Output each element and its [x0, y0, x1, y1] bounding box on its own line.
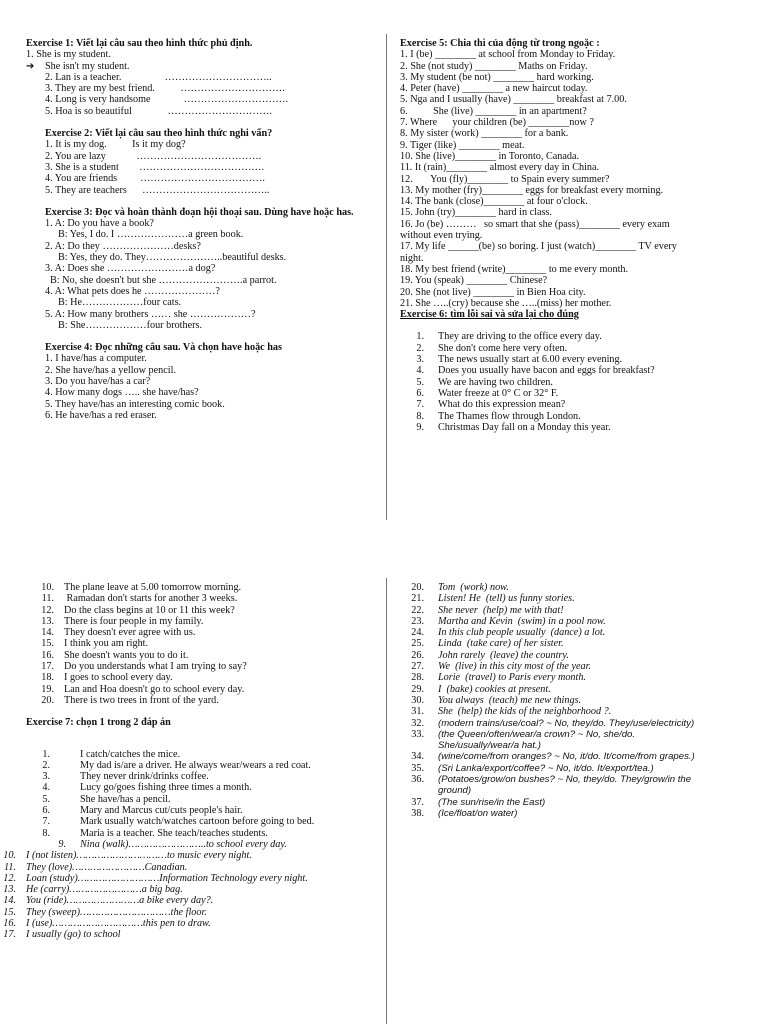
ex6-item: 20. There is two trees in front of the yard. — [41, 694, 219, 706]
ex5-line: night. — [400, 252, 424, 264]
column-divider — [386, 34, 387, 520]
ex8-item: 29. I (bake) cookies at present. — [411, 683, 551, 695]
ex5-line: without even trying. — [400, 230, 483, 242]
ex1-line: 4. Long is very handsome …………………………. — [45, 94, 289, 106]
ex8-item: 26. John rarely (leave) the country. — [411, 649, 569, 661]
ex5-line: 7. Where your children (be) ________now ? — [400, 117, 594, 129]
ex3-line: 4. A: What pets does he …………………? — [45, 285, 220, 297]
ex8-item: 36. (Potatoes/grow/on bushes? ~ No, they/do. They/grow/in the — [411, 774, 692, 786]
right-column-bottom — [400, 582, 745, 819]
ex8-item: 37. (The sun/rise/in the East) — [411, 796, 546, 808]
ex7-item: 3. They never drink/drinks coffee. — [42, 771, 209, 783]
column-divider — [386, 578, 387, 1024]
exercise-4-title: Exercise 4: Đọc những câu sau. Và chọn have hoặc has — [45, 342, 282, 354]
ex4-line: 6. He have/has a red eraser. — [45, 409, 157, 421]
ex6-item: 1. They are driving to the office every day. — [416, 331, 602, 343]
ex7-item: 2. My dad is/are a driver. He always wear/wears a red coat. — [42, 759, 311, 771]
ex6-item: 13. There is four people in my family. — [41, 615, 204, 627]
ex4-line: 2. She have/has a yellow pencil. — [45, 364, 176, 376]
ex8-item: 25. Linda (take care) of her sister. — [411, 638, 564, 650]
ex7-item: 11. They (love)……………………Canadian. — [4, 861, 188, 873]
ex3-line: B: Yes, I do. I …………………a green book. — [58, 229, 244, 241]
ex1-line: 5. Hoa is so beautiful …………………………. — [45, 105, 272, 117]
ex7-item: 5. She have/has a pencil. — [42, 793, 171, 805]
ex7-item: 17. I usually (go) to school — [3, 929, 121, 941]
ex3-line: 2. A: Do they …………………desks? — [45, 240, 201, 252]
ex6-item: 7. What do this expression mean? — [416, 399, 566, 411]
ex5-line: 10. She (live)________ in Toronto, Canada. — [400, 150, 580, 162]
right-column-top — [400, 38, 740, 433]
ex5-line: 11. It (rain)________ almost every day in China. — [400, 162, 600, 174]
ex5-line: 21. She …..(cry) because she …..(miss) her mother. — [400, 297, 612, 309]
ex5-line: 14. The bank (close)________ at four o'clock. — [400, 196, 588, 208]
ex8-item: 33. (the Queen/often/wear/a crown? ~ No, she/do. — [411, 728, 636, 740]
ex7-item: 9. Nina (walk)……………………..to school every day. — [58, 838, 287, 850]
ex5-line: 12. You (fly)________ to Spain every summer? — [400, 173, 610, 185]
ex3-line: B: He………………four cats. — [58, 297, 182, 309]
ex6-item: 6. Water freeze at 0° C or 32° F. — [416, 387, 559, 399]
ex5-line: 15. John (try)________ hard in class. — [400, 207, 552, 219]
ex6-item: 3. The news usually start at 6.00 every evening. — [416, 354, 623, 366]
ex6-item: 4. Does you usually have bacon and eggs for breakfast? — [416, 365, 655, 377]
ex1-line: 3. They are my best friend. …………………………. — [45, 83, 285, 95]
ex7-item: 6. Mary and Marcus cut/cuts people's hair. — [42, 805, 243, 817]
ex7-item: 4. Lucy go/goes fishing three times a month. — [42, 782, 252, 794]
ex8-item: 31. She (help) the kids of the neighborhood ?. — [411, 706, 612, 718]
ex7-item: 16. I (use)…………………………this pen to draw. — [3, 918, 211, 930]
ex3-line: 5. A: How many brothers …… she ………………? — [45, 308, 256, 320]
ex3-line: B: No, she doesn't but she …………………….a parrot. — [50, 274, 277, 286]
ex6-item: 18. I goes to school every day. — [41, 672, 173, 684]
ex8-item: 20. Tom (work) now. — [411, 582, 509, 593]
ex7-item: 7. Mark usually watch/watches cartoon before going to bed. — [42, 816, 315, 828]
ex4-line: 1. I have/has a computer. — [45, 353, 147, 365]
ex5-line: 4. Peter (have) ________ a new haircut today. — [400, 83, 588, 95]
exercise-7-title: Exercise 7: chọn 1 trong 2 đáp án — [26, 717, 171, 729]
ex5-line: 2. She (not study) ________ Maths on Friday. — [400, 60, 588, 72]
ex8-item: 34. (wine/come/from oranges? ~ No, it/do. It/come/from grapes.) — [411, 751, 695, 763]
ex7-item: 15. They (sweep)…………………………the floor. — [3, 906, 207, 918]
ex8-item: 23. Martha and Kevin (swim) in a pool now. — [411, 615, 606, 627]
ex8-item: 22. She never (help) me with that! — [411, 604, 564, 616]
ex8-item: 24. In this club people usually (dance) a lot. — [411, 627, 606, 639]
exercise-6-title: Exercise 6: tìm lỗi sai và sửa lại cho đúng — [400, 309, 579, 321]
exercise-1-title: Exercise 1: Viết lại câu sau theo hình thức phủ định. — [26, 38, 253, 49]
ex6-item: 5. We are having two children. — [416, 376, 553, 388]
ex5-line: 8. My sister (work) ________ for a bank. — [400, 128, 569, 140]
ex5-line: 20. She (not live) ________ in Bien Hoa city. — [400, 286, 586, 298]
ex3-line: 1. A: Do you have a book? — [45, 218, 154, 230]
ex2-line: 4. You are friends ………………………………. — [45, 173, 265, 185]
ex6-item: 19. Lan and Hoa doesn't go to school every day. — [41, 683, 245, 695]
ex5-line: 13. My mother (fry)________ eggs for breakfast every morning. — [400, 184, 664, 196]
ex8-item: 35. (Sri Lanka/export/coffee? ~ No, it/do. It/export/tea.) — [411, 762, 654, 774]
ex2-line: 1. It is my dog. Is it my dog? — [45, 139, 186, 151]
ex5-line: 18. My best friend (write)________ to me every month. — [400, 263, 629, 275]
ex5-line: 5. Nga and I usually (have) ________ breakfast at 7.00. — [400, 94, 627, 106]
ex7-item: 14. You (ride)……………………a bike every day?. — [3, 895, 214, 907]
ex6-item: 12. Do the class begins at 10 or 11 this week? — [41, 604, 235, 616]
ex4-line: 3. Do you have/has a car? — [45, 376, 151, 388]
ex1-line: 1. She is my student. — [26, 49, 111, 61]
ex7-item: 8. Maria is a teacher. She teach/teaches students. — [42, 827, 268, 839]
arrow-icon: ➔ — [26, 60, 35, 72]
ex6-item: 17. Do you understands what I am trying to say? — [41, 661, 247, 673]
ex2-line: 3. She is a student ………………………………. — [45, 161, 265, 173]
ex5-line: 16. Jo (be) ……… so smart that she (pass)________ every exam — [400, 218, 670, 230]
ex7-item: 10. I (not listen)…………………………to music every night. — [3, 850, 252, 862]
left-column-bottom — [3, 582, 378, 941]
ex6-item: 15. I think you am right. — [41, 638, 149, 650]
ex6-item: 8. The Thames flow through London. — [416, 410, 581, 422]
left-column-top — [26, 38, 378, 421]
ex7-item: 1. I catch/catches the mice. — [42, 748, 181, 760]
ex8-item: 30. You always (teach) me new things. — [411, 694, 582, 706]
exercise-2-title: Exercise 2: Viết lại câu sau theo hình thức nghi vấn? — [45, 128, 273, 140]
ex3-line: B: Yes, they do. They…………………..beautiful desks. — [58, 252, 287, 264]
ex2-line: 2. You are lazy ………………………………. — [45, 150, 262, 162]
ex8-item: 27. We (live) in this city most of the year. — [411, 661, 591, 673]
ex3-line: 3. A: Does she ……………………a dog? — [45, 263, 216, 275]
ex6-item: 9. Christmas Day fall on a Monday this year. — [416, 421, 611, 433]
ex8-item: 38. (Ice/float/on water) — [411, 807, 518, 819]
ex5-line: 6. She (live) ________ in an apartment? — [400, 105, 587, 117]
ex8-item: 21. Listen! He (tell) us funny stories. — [411, 593, 575, 605]
exercise-3-title: Exercise 3: Đọc và hoàn thành đoạn hội thoại sau. Dùng have hoặc has. — [45, 206, 354, 218]
ex5-line: 3. My student (be not) ________ hard working. — [400, 71, 594, 83]
ex8-item-continued: She/usually/wear/a hat.) — [438, 740, 541, 752]
ex8-item: 32. (modern trains/use/coal? ~ No, they/do. They/use/electricity) — [411, 717, 695, 729]
ex7-item: 12. Loan (study)………………………Information Technology every night. — [3, 872, 308, 884]
ex7-item: 13. He (carry)……………………a big bag. — [3, 884, 183, 896]
ex1-line: 2. Lan is a teacher. ………………………….. — [45, 71, 272, 83]
ex2-line: 5. They are teachers ……………………………….. — [45, 184, 270, 196]
ex8-item: 28. Lorie (travel) to Paris every month. — [411, 672, 586, 684]
ex5-line: 1. I (be) ________ at school from Monday to Friday. — [400, 49, 616, 61]
exercise-5-title: Exercise 5: Chia thì của động từ trong ngoặc : — [400, 38, 600, 49]
ex6-item: 14. They doesn't ever agree with us. — [41, 627, 196, 639]
ex1-answer-line: ➔ She isn't my student. — [26, 60, 130, 72]
ex5-line: 19. You (speak) ________ Chinese? — [400, 275, 548, 287]
ex6-item: 16. She doesn't wants you to do it. — [41, 649, 189, 661]
ex4-line: 5. They have/has an interesting comic book. — [45, 398, 225, 410]
ex5-line: 9. Tiger (like) ________ meat. — [400, 139, 525, 151]
ex6-item: 10. The plane leave at 5.00 tomorrow morning. — [41, 582, 242, 593]
ex5-line: 17. My life ______(be) so boring. I just (watch)________ TV every — [400, 241, 677, 253]
ex3-line: B: She………………four brothers. — [58, 319, 203, 331]
ex6-item: 11. Ramadan don't starts for another 3 weeks. — [41, 593, 238, 605]
ex6-item: 2. She don't come here very often. — [416, 342, 568, 354]
ex8-item-continued: ground) — [438, 785, 472, 797]
ex4-line: 4. How many dogs ….. she have/has? — [45, 387, 199, 399]
